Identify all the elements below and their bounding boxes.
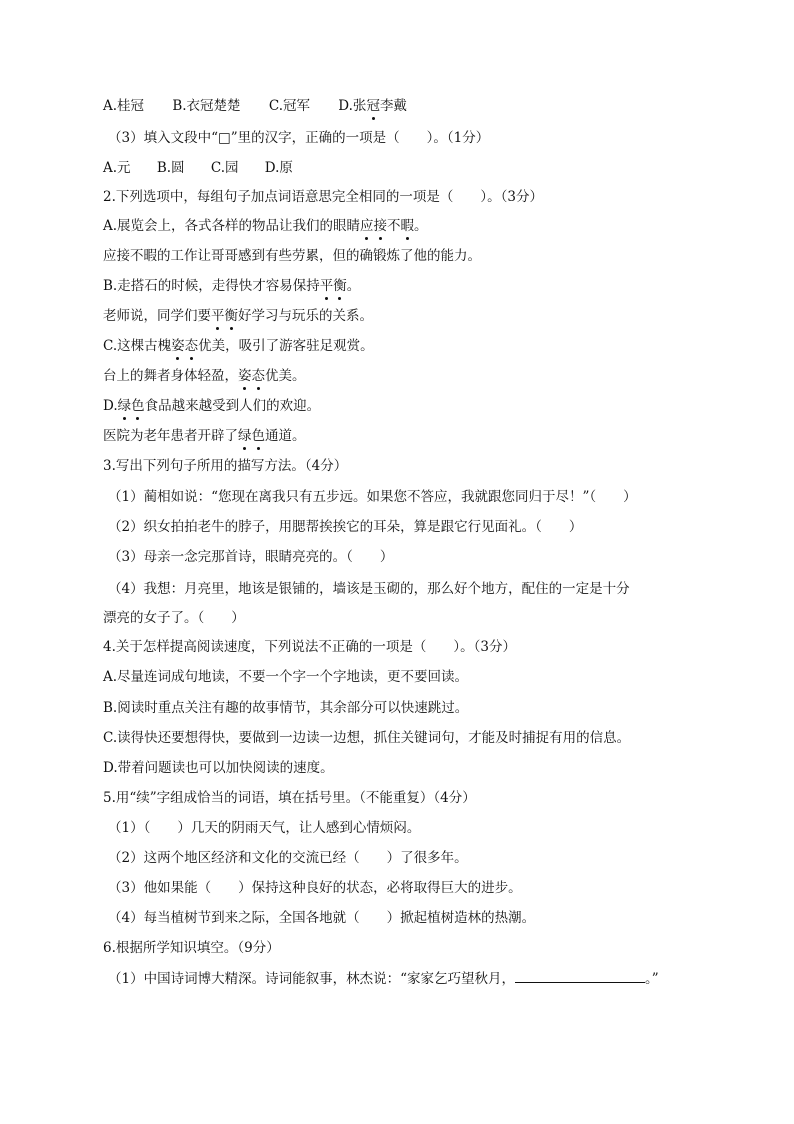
q2-c2: 台上的舞者身体轻盈，姿态优美。 <box>103 368 306 384</box>
q5-title: 5.用“续”字组成恰当的词语，填在括号里。（不能重复）（4分） <box>103 790 476 806</box>
q5-s2: （2）这两个地区经济和文化的交流已经（ ）了很多年。 <box>108 850 468 866</box>
option-a: A.元 <box>103 160 131 176</box>
q2-a2: 应接不暇的工作让哥哥感到有些劳累，但的确锻炼了他的能力。 <box>103 248 481 264</box>
q2-b1: B.走搭石的时候，走得快才容易保持平衡。 <box>103 278 361 294</box>
q5-s3: （3）他如果能（ ）保持这种良好的状态，必将取得巨大的进步。 <box>108 880 522 896</box>
option-b: B.衣冠楚楚 <box>172 98 241 114</box>
q4-title: 4.关于怎样提高阅读速度，下列说法不正确的一项是（ ）。（3分） <box>103 639 516 655</box>
option-c: C.园 <box>210 160 239 176</box>
answer-blank[interactable] <box>515 968 645 983</box>
q1-2-options <box>103 96 407 116</box>
q4-c: C.读得快还要想得快，要做到一边读一边想，抓住关键词句，才能及时捕捉有用的信息。 <box>103 730 631 746</box>
q3-s3: （3）母亲一念完那首诗，眼睛亮亮的。（ ） <box>108 549 394 565</box>
q2-a1: A.展览会上，各式各样的物品让我们的眼睛应接不暇。 <box>103 218 428 234</box>
q1-3-options <box>103 158 293 178</box>
q3-s4b: 漂亮的女子了。（ ） <box>103 610 245 626</box>
option-b: B.圆 <box>156 160 185 176</box>
q5-s4: （4）每当植树节到来之际，全国各地就（ ）掀起植树造林的热潮。 <box>108 910 536 926</box>
option-c: C.冠军 <box>268 98 310 114</box>
q2-b2: 老师说，同学们要平衡好学习与玩乐的关系。 <box>103 308 373 324</box>
q3-s4a: （4）我想：月亮里，地该是银铺的，墙该是玉砌的，那么好个地方，配住的一定是十分 <box>108 581 630 597</box>
q3-title: 3.写出下列句子所用的描写方法。（4分） <box>103 458 348 474</box>
q2-title: 2.下列选项中，每组句子加点词语意思完全相同的一项是（ ）。（3分） <box>103 189 543 205</box>
q3-s2: （2）织女拍拍老牛的脖子，用腮帮挨挨它的耳朵，算是跟它行见面礼。（ ） <box>108 519 583 535</box>
q6-s1: （1）中国诗词博大精深。诗词能叙事，林杰说：“家家乞巧望秋月， 。” <box>108 968 659 989</box>
q4-b: B.阅读时重点关注有趣的故事情节，其余部分可以快速跳过。 <box>103 700 469 716</box>
q2-c1: C.这棵古槐姿态优美，吸引了游客驻足观赏。 <box>103 338 374 354</box>
q5-s1: （1）（ ）几天的阴雨天气，让人感到心情烦闷。 <box>108 820 421 836</box>
q6-title: 6.根据所学知识填空。（9分） <box>103 940 280 956</box>
dotted-char: 冠 <box>366 98 380 114</box>
option-a: A.桂冠 <box>103 98 145 114</box>
q2-d2: 医院为老年患者开辟了绿色通道。 <box>103 428 306 444</box>
option-d: D.原 <box>264 160 293 176</box>
q3-s1: （1）蔺相如说：“您现在离我只有五步远。如果您不答应，我就跟您同归于尽！”（ ） <box>108 489 637 505</box>
q1-3-stem: （3）填入文段中“□”里的汉字，正确的一项是（ ）。（1分） <box>108 130 490 146</box>
q2-d1: D.绿色食品越来越受到人们的欢迎。 <box>103 398 321 414</box>
q4-a: A.尽量连词成句地读，不要一个字一个字地读，更不要回读。 <box>103 669 469 685</box>
option-d: D.张冠李戴 <box>338 98 407 114</box>
q4-d: D.带着问题读也可以加快阅读的速度。 <box>103 760 334 776</box>
